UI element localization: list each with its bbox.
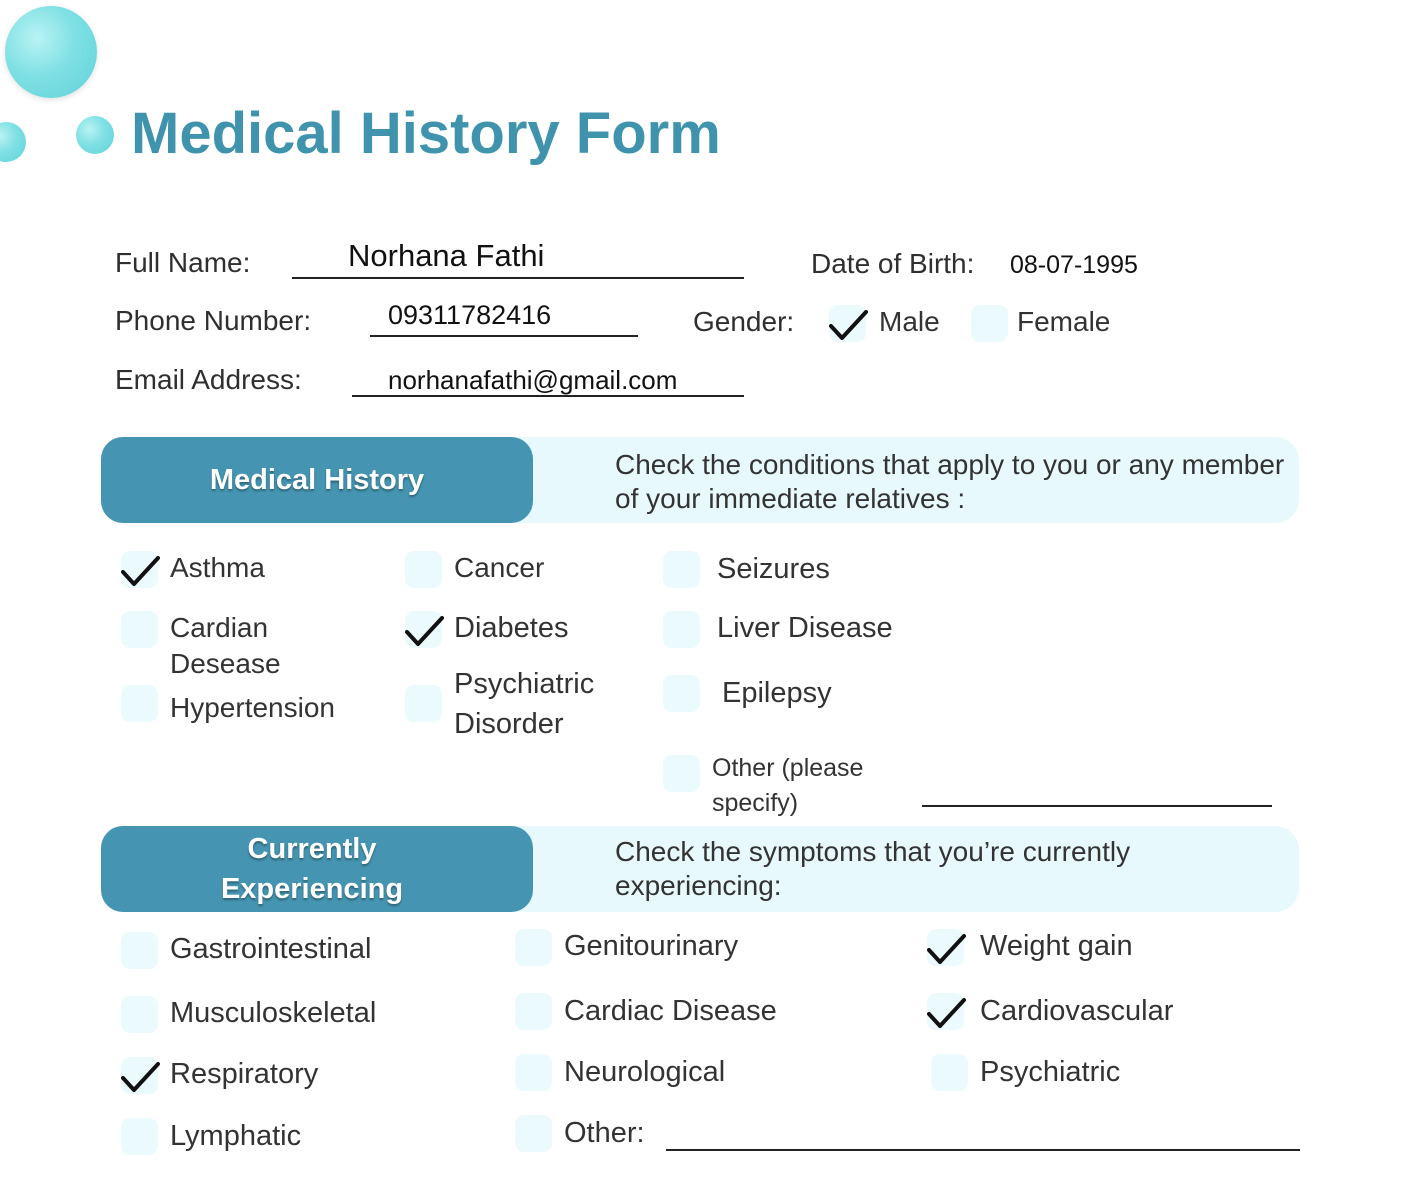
psychiatric-disorder-checkbox[interactable] [405,685,442,722]
medical-history-heading: Medical History [101,437,533,523]
gender-male-label: Male [879,306,940,337]
cardiovascular-label: Cardiovascular [980,995,1174,1027]
other-symptom-specify-field[interactable] [666,1149,1300,1151]
gender-male-checkbox[interactable] [829,305,866,342]
checkmark-icon [121,555,161,589]
cardiac-disease-checkbox[interactable] [515,993,552,1030]
neurological-label: Neurological [564,1056,726,1088]
email-underline [352,395,744,397]
asthma-label: Asthma [170,552,265,583]
musculoskeletal-checkbox[interactable] [121,996,158,1033]
decorative-circle-large [5,6,97,98]
gender-female-checkbox[interactable] [971,305,1008,342]
other-condition-checkbox[interactable] [663,755,700,792]
full-name-field[interactable]: Norhana Fathi [348,238,545,273]
epilepsy-label: Epilepsy [722,677,832,709]
cardiovascular-checkbox[interactable] [927,993,964,1030]
genitourinary-checkbox[interactable] [515,929,552,966]
genitourinary-label: Genitourinary [564,930,739,962]
other-condition-label: Other (please specify) [712,754,864,817]
checkmark-icon [121,1061,161,1095]
seizures-label: Seizures [717,553,830,585]
hypertension-label: Hypertension [170,692,335,723]
current-symptoms-instruction: Check the symptoms that you’re currently experiencing: [615,836,1131,901]
lymphatic-checkbox[interactable] [121,1118,158,1155]
psychiatric-disorder-label: Psychiatric Disorder [454,668,595,740]
phone-field[interactable]: 09311782416 [388,300,552,330]
musculoskeletal-label: Musculoskeletal [170,997,377,1029]
full-name-label: Full Name: [115,247,251,278]
respiratory-label: Respiratory [170,1058,319,1090]
decorative-circle-small [76,116,114,154]
cancer-label: Cancer [454,552,545,583]
cardian-desease-checkbox[interactable] [121,611,158,648]
diabetes-checkbox[interactable] [405,611,442,648]
dob-label: Date of Birth: [811,248,975,279]
decorative-circle-edge [0,122,26,162]
liver-disease-label: Liver Disease [717,612,893,644]
weight-gain-label: Weight gain [980,930,1133,962]
diabetes-label: Diabetes [454,612,569,644]
medical-history-instruction: Check the conditions that apply to you or any member of your immediate relatives : [615,449,1285,514]
cancer-checkbox[interactable] [405,551,442,588]
checkmark-icon [927,997,967,1031]
dob-field[interactable]: 08-07-1995 [1010,251,1138,279]
other-symptom-label: Other: [564,1117,645,1149]
lymphatic-label: Lymphatic [170,1120,302,1152]
psychiatric-label: Psychiatric [980,1056,1121,1088]
email-field[interactable]: norhanafathi@gmail.com [388,365,678,395]
hypertension-checkbox[interactable] [121,685,158,722]
liver-disease-checkbox[interactable] [663,611,700,648]
phone-label: Phone Number: [115,305,312,336]
checkmark-icon [927,933,967,967]
gastrointestinal-checkbox[interactable] [121,932,158,969]
current-symptoms-heading-text: Currently Experiencing [220,833,404,905]
page-title: Medical History Form [131,101,721,166]
asthma-checkbox[interactable] [121,551,158,588]
gastrointestinal-label: Gastrointestinal [170,933,372,965]
checkmark-icon [829,309,869,343]
neurological-checkbox[interactable] [515,1054,552,1091]
full-name-underline [292,277,744,279]
current-symptoms-heading [101,826,533,912]
weight-gain-checkbox[interactable] [927,929,964,966]
seizures-checkbox[interactable] [663,551,700,588]
cardiac-disease-label: Cardiac Disease [564,995,777,1027]
other-symptom-checkbox[interactable] [515,1115,552,1152]
phone-underline [370,335,638,337]
gender-label: Gender: [693,306,795,337]
cardian-desease-label: Cardian Desease [170,612,281,679]
epilepsy-checkbox[interactable] [663,675,700,712]
gender-female-label: Female [1017,306,1111,337]
email-label: Email Address: [115,364,302,395]
respiratory-checkbox[interactable] [121,1057,158,1094]
psychiatric-checkbox[interactable] [931,1054,968,1091]
checkmark-icon [405,615,445,649]
other-condition-specify-field[interactable] [922,805,1272,807]
